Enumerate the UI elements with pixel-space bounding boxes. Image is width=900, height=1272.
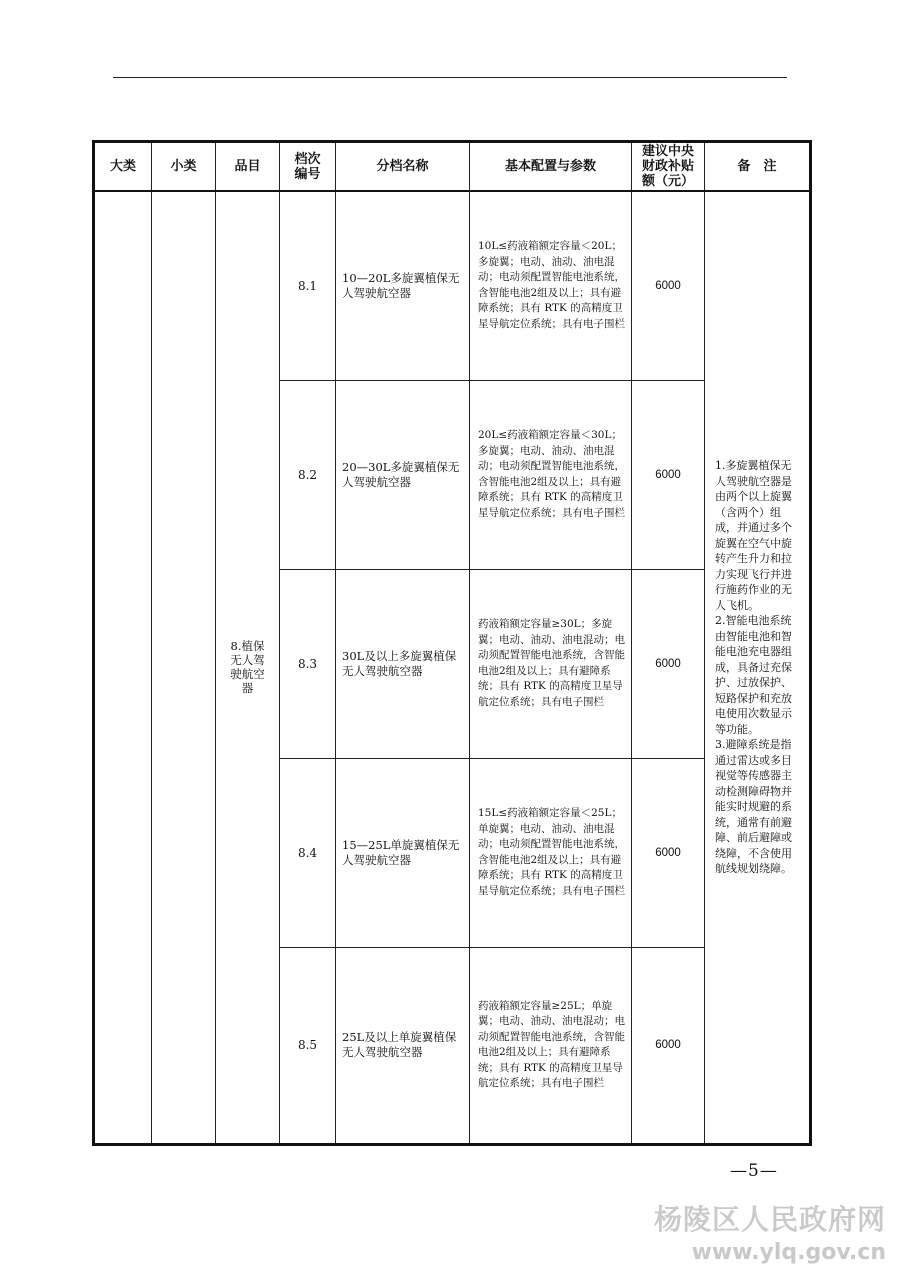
tier-name: 15—25L单旋翼植保无人驾驶航空器 bbox=[336, 758, 470, 947]
watermark bbox=[654, 1198, 886, 1265]
tier-code: 8.4 bbox=[280, 758, 336, 947]
tier-code: 8.5 bbox=[280, 947, 336, 1144]
page-number: —5— bbox=[730, 1161, 778, 1181]
tier-code: 8.3 bbox=[280, 569, 336, 758]
major-category-cell bbox=[94, 191, 152, 1144]
tier-config: 10L≤药液箱额定容量＜20L；多旋翼；电动、油动、油电混动；电动须配置智能电池系统，含智能电池2组及以上；具有避障系统；具有 RTK 的高精度卫星导航定位系统；具有电子围栏 bbox=[470, 191, 632, 380]
tier-config: 药液箱额定容量≥30L；多旋翼；电动、油动、油电混动；电动须配置智能电池系统，含智能电池2组及以上；具有避障系统；具有 RTK 的高精度卫星导航定位系统；具有电子围栏 bbox=[470, 569, 632, 758]
header-major-category: 大类 bbox=[94, 142, 152, 192]
table-row bbox=[94, 191, 811, 380]
tier-name: 25L及以上单旋翼植保无人驾驶航空器 bbox=[336, 947, 470, 1144]
item-name: 8.植保 无人驾 驶航空 器 bbox=[216, 191, 280, 1144]
header-minor-category: 小类 bbox=[152, 142, 216, 192]
tier-code: 8.2 bbox=[280, 380, 336, 569]
tier-config: 15L≤药液箱额定容量＜25L；单旋翼；电动、油动、油电混动；电动须配置智能电池系统，含智能电池2组及以上；具有避障系统；具有 RTK 的高精度卫星导航定位系统；具有电子围栏 bbox=[470, 758, 632, 947]
tier-config: 药液箱额定容量≥25L；单旋翼；电动、油动、油电混动；电动须配置智能电池系统，含智能电池2组及以上；具有避障系统；具有 RTK 的高精度卫星导航定位系统；具有电子围栏 bbox=[470, 947, 632, 1144]
tier-subsidy: 6000 bbox=[632, 947, 705, 1144]
tier-subsidy: 6000 bbox=[632, 191, 705, 380]
tier-code: 8.1 bbox=[280, 191, 336, 380]
tier-config: 20L≤药液箱额定容量＜30L；多旋翼；电动、油动、油电混动；电动须配置智能电池系统，含智能电池2组及以上；具有避障系统；具有 RTK 的高精度卫星导航定位系统；具有电子围栏 bbox=[470, 380, 632, 569]
header-rule bbox=[113, 77, 787, 78]
header-row bbox=[94, 142, 811, 192]
remark-1: 1.多旋翼植保无人驾驶航空器是由两个以上旋翼（含两个）组成，并通过多个旋翼在空气中旋转产生升力和拉力实现飞行并进行施药作业的无人飞机。 bbox=[715, 459, 792, 612]
tier-subsidy: 6000 bbox=[632, 569, 705, 758]
header-subsidy: 建议中央 财政补贴 额（元） bbox=[632, 142, 705, 192]
tier-subsidy: 6000 bbox=[632, 380, 705, 569]
watermark-url: www.ylq.gov.cn bbox=[691, 1240, 886, 1265]
remark-3: 3.避障系统是指通过雷达或多目视觉等传感器主动检测障碍物并能实时规避的系统，通常有前避障、前后避障或绕障，不含使用航线规划绕障。 bbox=[715, 738, 792, 875]
header-config: 基本配置与参数 bbox=[470, 142, 632, 192]
header-tier-name: 分档名称 bbox=[336, 142, 470, 192]
header-tier-code: 档次 编号 bbox=[280, 142, 336, 192]
watermark-site-name: 杨陵区人民政府网 bbox=[653, 1203, 886, 1236]
tier-name: 10—20L多旋翼植保无人驾驶航空器 bbox=[336, 191, 470, 380]
subsidy-table bbox=[92, 140, 812, 1146]
remarks-cell bbox=[705, 191, 811, 1144]
remark-2: 2.智能电池系统由智能电池和智能电池充电器组成，具备过充保护、过放保护、短路保护和充放电使用次数显示等功能。 bbox=[715, 614, 792, 736]
header-remarks: 备 注 bbox=[705, 142, 811, 192]
header-item: 品目 bbox=[216, 142, 280, 192]
tier-name: 30L及以上多旋翼植保无人驾驶航空器 bbox=[336, 569, 470, 758]
tier-subsidy: 6000 bbox=[632, 758, 705, 947]
tier-name: 20—30L多旋翼植保无人驾驶航空器 bbox=[336, 380, 470, 569]
minor-category-cell bbox=[152, 191, 216, 1144]
